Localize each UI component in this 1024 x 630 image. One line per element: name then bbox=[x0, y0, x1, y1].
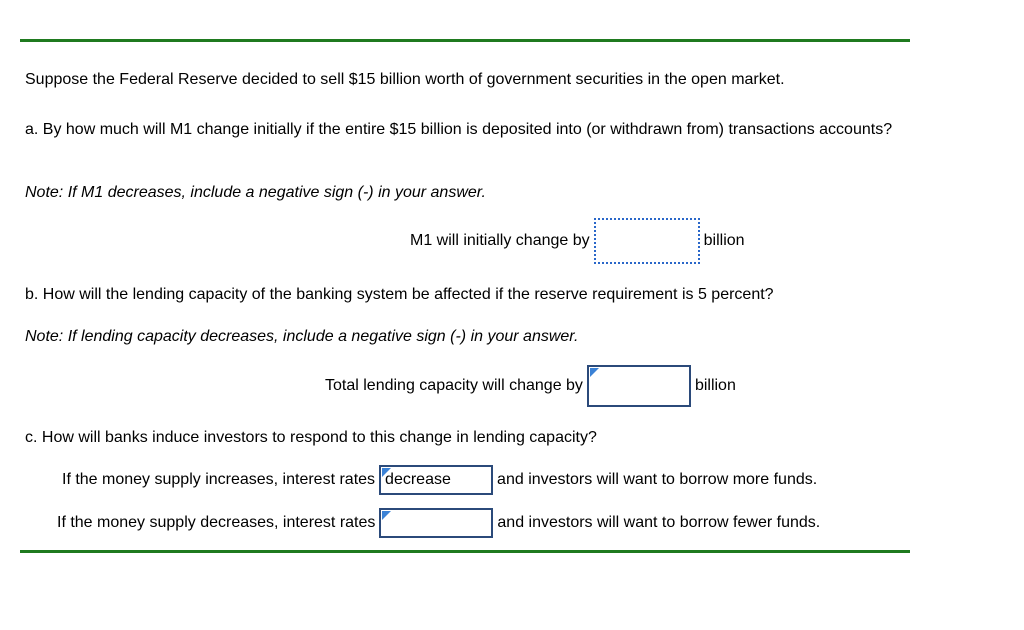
bottom-divider bbox=[20, 550, 910, 553]
interest-rates-increase-value: decrease bbox=[385, 471, 451, 488]
part-a-note: Note: If M1 decreases, include a negative sign (-) in your answer. bbox=[25, 184, 486, 201]
part-b-answer-row bbox=[325, 365, 736, 407]
part-c-row-decrease-prompt: If the money supply decreases, interest rates bbox=[57, 514, 376, 531]
part-a-unit: billion bbox=[703, 232, 745, 249]
part-b-question: b. How will the lending capacity of the banking system be affected if the reserve requirement is 5 percent? bbox=[25, 286, 774, 303]
part-b-note: Note: If lending capacity decreases, include a negative sign (-) in your answer. bbox=[25, 328, 579, 345]
part-b-prompt: Total lending capacity will change by bbox=[325, 377, 583, 394]
part-c-question: c. How will banks induce investors to respond to this change in lending capacity? bbox=[25, 429, 597, 446]
part-c-row-decrease bbox=[57, 508, 820, 538]
part-a-answer-row bbox=[410, 218, 745, 264]
part-a-question: a. By how much will M1 change initially if the entire $15 billion is deposited into (or withdrawn from) transactions accounts? bbox=[25, 121, 893, 138]
part-c-row-increase-suffix: and investors will want to borrow more funds. bbox=[497, 471, 818, 488]
field-marker-icon bbox=[382, 468, 391, 477]
top-divider bbox=[20, 39, 910, 42]
interest-rates-increase-dropdown[interactable] bbox=[379, 465, 493, 495]
field-marker-icon bbox=[590, 368, 599, 377]
part-a-prompt: M1 will initially change by bbox=[410, 232, 590, 249]
m1-change-input[interactable] bbox=[594, 218, 700, 264]
lending-capacity-input[interactable] bbox=[587, 365, 691, 407]
part-b-unit: billion bbox=[694, 377, 736, 394]
part-c-row-decrease-suffix: and investors will want to borrow fewer funds. bbox=[497, 514, 821, 531]
field-marker-icon bbox=[382, 511, 391, 520]
part-c-row-increase-prompt: If the money supply increases, interest rates bbox=[62, 471, 376, 488]
interest-rates-decrease-dropdown[interactable] bbox=[379, 508, 493, 538]
part-c-row-increase bbox=[62, 465, 817, 495]
question-intro: Suppose the Federal Reserve decided to sell $15 billion worth of government securities in the open market. bbox=[25, 71, 785, 88]
